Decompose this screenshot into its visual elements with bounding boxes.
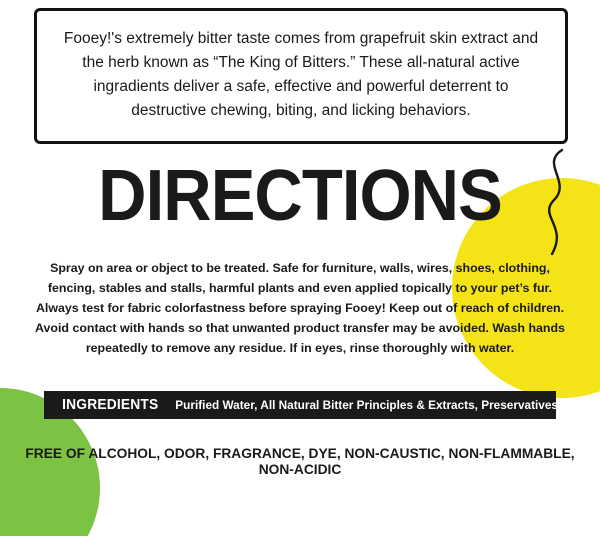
ingredients-value: Purified Water, All Natural Bitter Principles & Extracts, Preservatives (175, 398, 558, 412)
intro-callout-box (34, 8, 568, 144)
ingredients-bar (44, 391, 556, 419)
ingredients-label: INGREDIENTS (62, 397, 159, 413)
intro-callout-text: Fooey!'s extremely bitter taste comes from grapefruit skin extract and the herb known as “The King of Bitters.” These all-natural active ingradients deliver a safe, effective and powerful deterrent to destructive chewing, biting, and licking behaviors. (63, 30, 539, 120)
page-title: DIRECTIONS (98, 156, 502, 236)
free-of-claims-text: FREE OF ALCOHOL, ODOR, FRAGRANCE, DYE, NON-CAUSTIC, NON-FLAMMABLE, NON-ACIDIC (25, 446, 575, 478)
directions-body-text: Spray on area or object to be treated. Safe for furniture, walls, wires, shoes, clothing, fencing, stables and stalls, harmful plants and even applied topically to your pet’s fur. Always test for fabric colorfastness before spraying Fooey! Keep out of reach of children. Avoid contact with hands so that unwanted product transfer may be avoided. Wash hands repeatedly to remove any residue. If in eyes, rinse thoroughly with water. (35, 261, 565, 356)
